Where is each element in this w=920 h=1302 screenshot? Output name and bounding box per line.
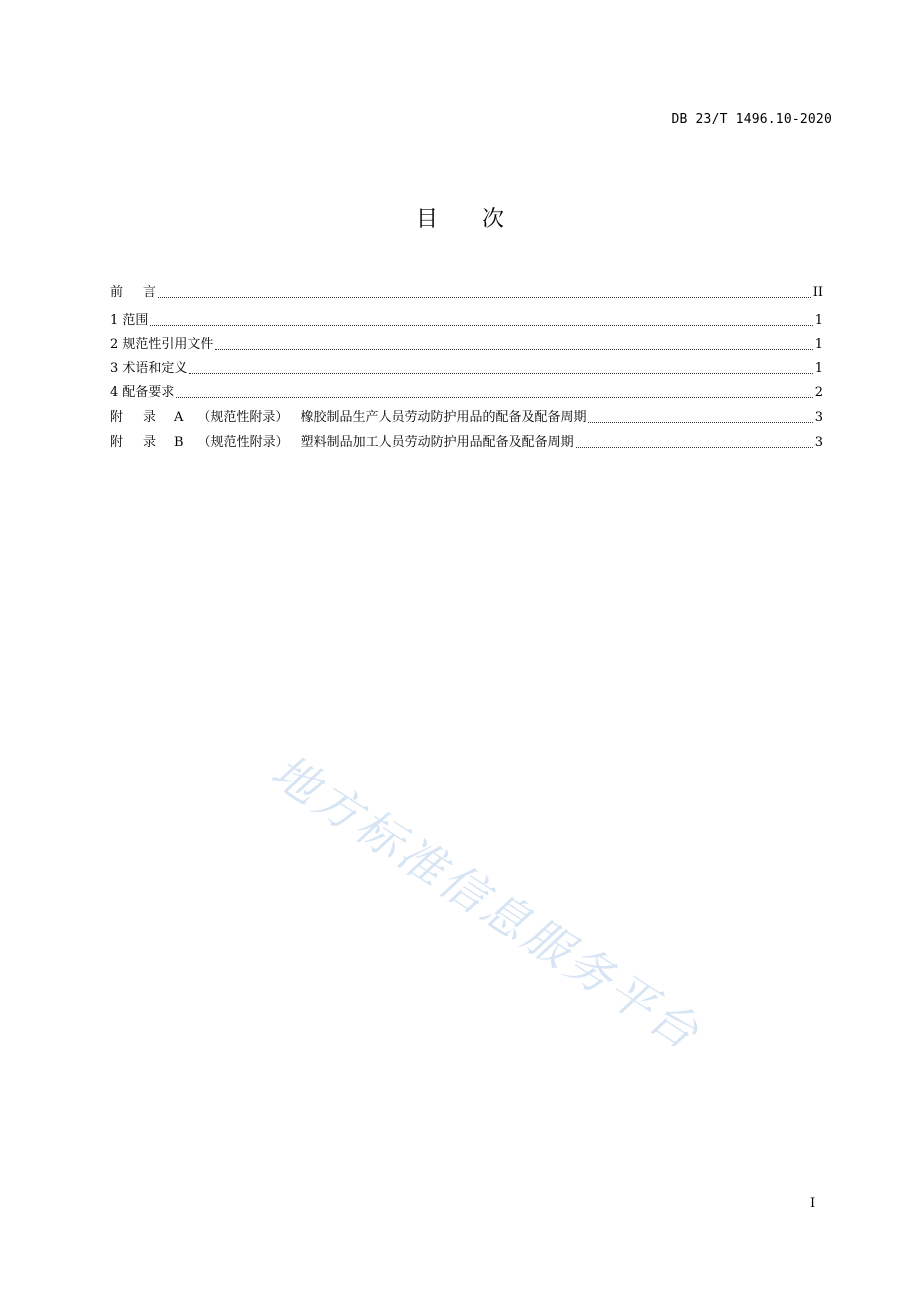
toc-entry-appendix-a[interactable] (110, 403, 823, 428)
toc-entry-preface[interactable] (110, 279, 823, 303)
appendix-label: 附 录 B （规范性附录） 塑料制品加工人员劳动防护用品配备及配备周期 (110, 433, 574, 453)
page-number: I (810, 1196, 816, 1211)
toc-page-number: 1 (814, 361, 823, 376)
toc-leader-dots (576, 446, 813, 448)
toc-entry[interactable] (110, 331, 823, 355)
toc-leader-dots (215, 348, 812, 350)
document-code: DB 23/T 1496.10-2020 (671, 112, 832, 127)
toc-page-number: 3 (814, 435, 823, 450)
appendix-label: 附 录 A （规范性附录） 橡胶制品生产人员劳动防护用品的配备及配备周期 (110, 408, 586, 428)
toc-entry-label: 1 范围 (110, 313, 149, 328)
toc-entry[interactable] (110, 307, 823, 331)
page-title (0, 202, 920, 233)
toc-leader-dots (158, 296, 811, 298)
title-char-2: 次 (482, 207, 549, 232)
toc-entry[interactable] (110, 379, 823, 403)
watermark: 地方标准信息服务平台 (261, 743, 711, 1062)
toc-page-number: II (812, 285, 823, 300)
toc-entry-appendix-b[interactable] (110, 428, 823, 453)
toc-page-number: 3 (814, 410, 823, 425)
appendix-title: 塑料制品加工人员劳动防护用品配备及配备周期 (300, 435, 574, 450)
title-char-1: 目 (415, 207, 482, 232)
toc-entry-label: 2 规范性引用文件 (110, 337, 214, 352)
toc-page-number: 1 (814, 313, 823, 328)
toc-page-number: 2 (814, 385, 823, 400)
table-of-contents (110, 279, 823, 453)
toc-leader-dots (189, 372, 812, 374)
toc-entry-label: 4 配备要求 (110, 385, 175, 400)
toc-entry[interactable] (110, 355, 823, 379)
toc-leader-dots (588, 421, 812, 423)
toc-page-number: 1 (814, 337, 823, 352)
appendix-title: 橡胶制品生产人员劳动防护用品的配备及配备周期 (300, 410, 587, 425)
toc-entry-label: 3 术语和定义 (110, 361, 188, 376)
toc-leader-dots (176, 396, 812, 398)
toc-entry-label: 前 言 (110, 285, 157, 300)
toc-leader-dots (150, 324, 812, 326)
